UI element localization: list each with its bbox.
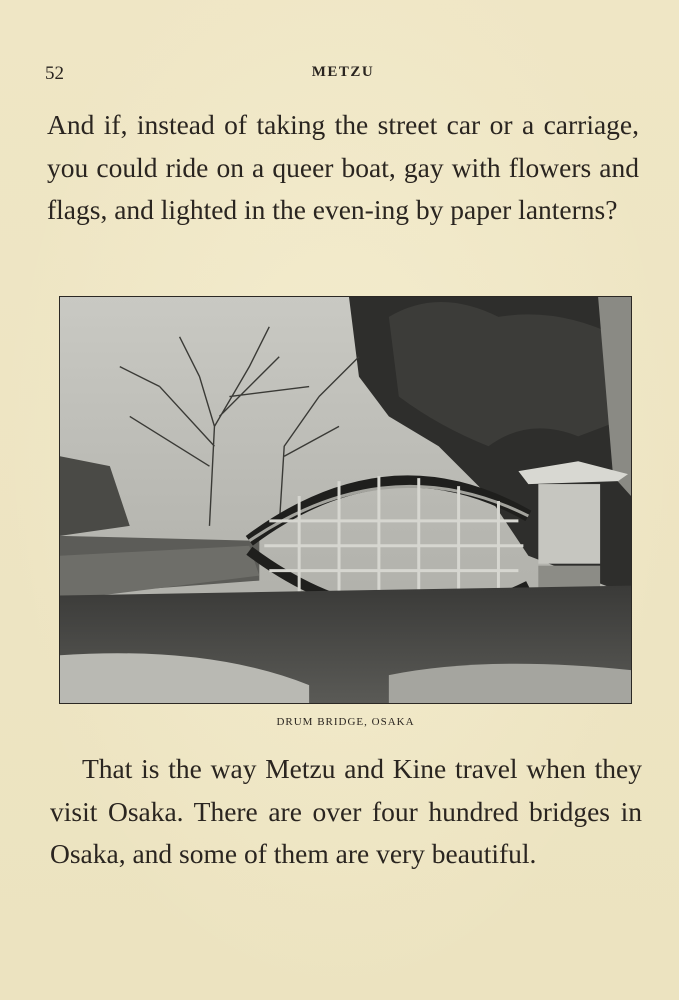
paragraph-2: That is the way Metzu and Kine travel when they visit Osaka. There are over four hundred bridges in Osaka, and some of them are very beautiful. <box>50 753 642 869</box>
page-number: 52 <box>45 63 64 84</box>
running-head <box>45 63 641 85</box>
drum-bridge-photo <box>59 296 632 704</box>
figure-caption: DRUM BRIDGE, OSAKA <box>276 716 415 728</box>
running-title: METZU <box>311 64 375 80</box>
paragraph-1: And if, instead of taking the street car or a carriage, you could ride on a queer boat, gay with flowers and flags, and lighted in the even-ing by paper lanterns? <box>47 109 639 225</box>
